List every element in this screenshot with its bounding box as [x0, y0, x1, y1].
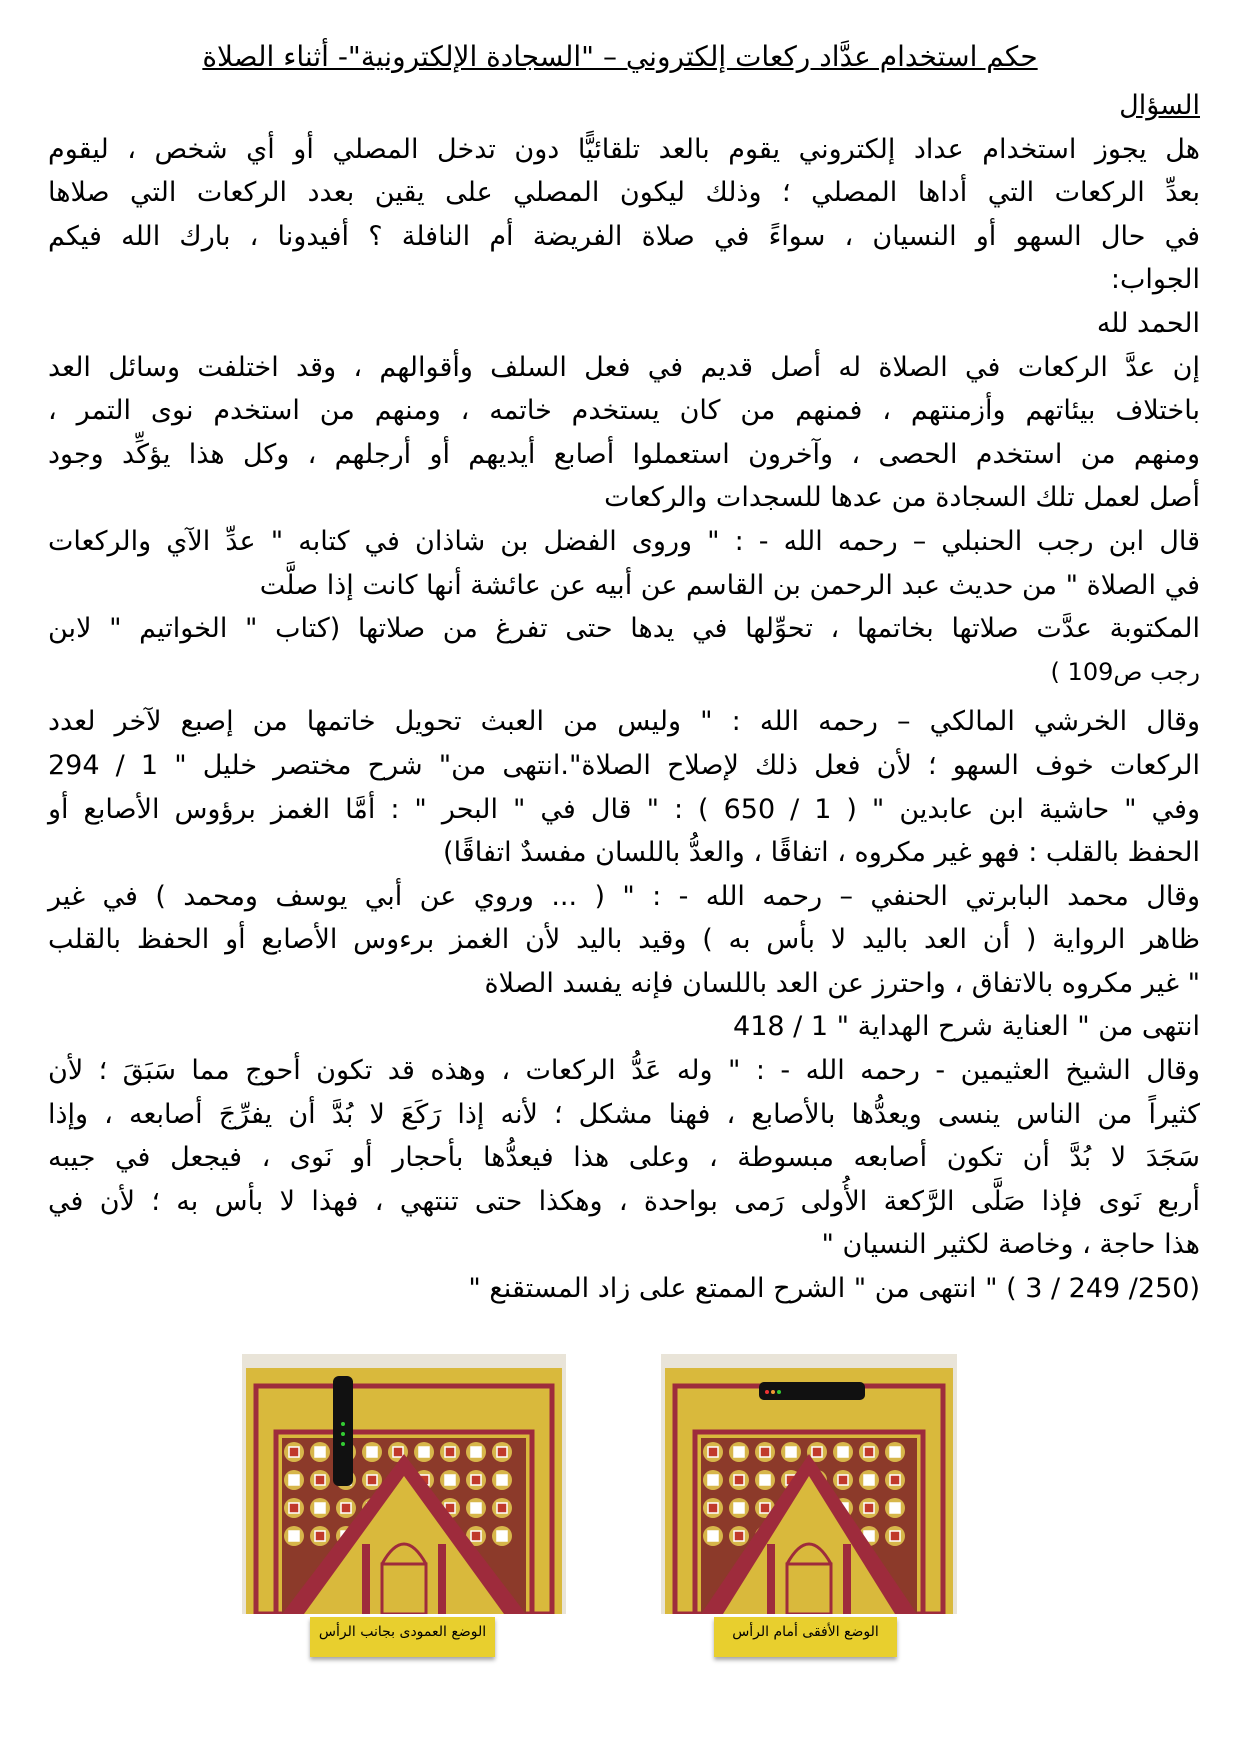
- text-line: (250/ 249 / 3 ) " انتهى من " الشرح الممتع على زاد المستقنع ": [468, 1273, 1200, 1305]
- pattern-square: [890, 1447, 900, 1457]
- text-line: انتهى من " العناية شرح الهداية " 1 / 418: [733, 1011, 1200, 1043]
- text-line: في حال السهو أو النسيان ، سواءً في صلاة الفريضة أم النافلة ؟ أفيدونا ، بارك الله فيكم: [48, 220, 1200, 252]
- photo-caption-horizontal: الوضع الأفقى أمام الرأس: [714, 1617, 897, 1657]
- pattern-square: [890, 1531, 900, 1541]
- minaret: [843, 1544, 851, 1614]
- rug-photo-horizontal: [661, 1354, 957, 1618]
- text-line: الحمد لله: [1096, 307, 1200, 339]
- rug-photo-vertical: [242, 1354, 566, 1618]
- pattern-square: [471, 1503, 481, 1513]
- pattern-square: [786, 1447, 796, 1457]
- pattern-square: [315, 1475, 325, 1485]
- pattern-square: [864, 1447, 874, 1457]
- photo-caption-vertical: الوضع العمودى بجانب الرأس: [310, 1617, 495, 1657]
- pattern-square: [890, 1475, 900, 1485]
- pattern-square: [497, 1503, 507, 1513]
- pattern-square: [289, 1447, 299, 1457]
- text-line: كثيراً من الناس ينسى ويعدُّها بالأصابع ، فهنا مشكل ؛ لأنه إذا رَكَعَ لا بُدَّ أن يفرِّجَ أصابعه ، وإذا: [48, 1098, 1200, 1130]
- led: [341, 1422, 345, 1426]
- pattern-square: [760, 1503, 770, 1513]
- pattern-square: [315, 1447, 325, 1457]
- pattern-square: [890, 1503, 900, 1513]
- pattern-square: [445, 1475, 455, 1485]
- pattern-square: [471, 1475, 481, 1485]
- text-line: وفي " حاشية ابن عابدين " ( 1 / 650 ) : " قال في " البحر " : أمَّا الغمز برؤوس الأصابع أو: [48, 793, 1200, 825]
- text-line: هل يجوز استخدام عداد إلكتروني يقوم بالعد تلقائيًّا دون تدخل المصلي أو أي شخص ، ليقوم: [48, 133, 1200, 165]
- text-line: إن عدَّ الركعات في الصلاة له أصل قديم في فعل السلف وأقوالهم ، وقد اختلفت وسائل العد: [48, 351, 1200, 383]
- pattern-square: [708, 1531, 718, 1541]
- pattern-square: [341, 1503, 351, 1513]
- pattern-square: [289, 1475, 299, 1485]
- led: [777, 1390, 781, 1394]
- pattern-square: [708, 1475, 718, 1485]
- pattern-square: [734, 1503, 744, 1513]
- text-line: وقال الشيخ العثيمين - رحمه الله - : " وله عَدُّ الركعات ، وهذه قد تكون أحوج مما سَبَقَ ؛ لأن: [48, 1055, 1200, 1087]
- text-line: رجب ص109 ): [1050, 657, 1200, 686]
- text-line: سَجَدَ لا بُدَّ أن تكون أصابعه مبسوطة ، وعلى هذا فيعدُّها بأحجار أو نَوى ، فيجعل في جيبه: [48, 1142, 1200, 1174]
- minaret: [362, 1544, 370, 1614]
- pattern-square: [497, 1475, 507, 1485]
- text-line: وقال الخرشي المالكي – رحمه الله : " وليس من العبث تحويل خاتمها من إصبع لآخر لعدد: [48, 706, 1200, 738]
- text-line: الحفظ بالقلب : فهو غير مكروه ، اتفاقًا ، والعدُّ باللسان مفسدٌ اتفاقًا): [443, 837, 1200, 869]
- text-line: باختلاف بيئاتهم وأزمنتهم ، فمنهم من كان يستخدم خاتمه ، ومنهم من استخدم نوى التمر ،: [48, 395, 1200, 427]
- pattern-square: [289, 1531, 299, 1541]
- pattern-square: [445, 1447, 455, 1457]
- pattern-square: [760, 1475, 770, 1485]
- pattern-square: [497, 1447, 507, 1457]
- pattern-square: [708, 1503, 718, 1513]
- prayer-rug-image: [242, 1354, 566, 1614]
- text-line: ظاهر الرواية ( أن العد باليد لا بأس به ) وقيد باليد لأن الغمز برءوس الأصابع أو الحفظ بالقلب: [48, 924, 1200, 956]
- pattern-square: [734, 1475, 744, 1485]
- text-line: الجواب:: [1110, 264, 1200, 296]
- minaret: [438, 1544, 446, 1614]
- pattern-square: [315, 1503, 325, 1513]
- pattern-square: [812, 1447, 822, 1457]
- pattern-square: [760, 1447, 770, 1457]
- led: [341, 1432, 345, 1436]
- text-line: في الصلاة " من حديث عبد الرحمن بن القاسم عن أبيه عن عائشة أنها كانت إذا صلَّت: [259, 569, 1200, 601]
- pattern-square: [864, 1503, 874, 1513]
- text-line: قال ابن رجب الحنبلي – رحمه الله - : " وروى الفضل بن شاذان في كتابه " عدِّ الآي والركعات: [48, 525, 1200, 557]
- pattern-square: [393, 1447, 403, 1457]
- text-line: الركعات خوف السهو ؛ لأن فعل ذلك لإصلاح الصلاة".انتهى من" شرح مختصر خليل " 1 / 294: [48, 749, 1200, 781]
- text-line: وقال محمد البابرتي الحنفي – رحمه الله - : " ( ... وروي عن أبي يوسف ومحمد ) في غير: [48, 880, 1200, 912]
- text-line: أصل لعمل تلك السجادة من عدها للسجدات والركعات: [604, 482, 1200, 514]
- counter-device: [333, 1376, 353, 1486]
- minaret: [767, 1544, 775, 1614]
- text-line: أربع نَوى فإذا صَلَّى الرَّكعة الأُولى رَمى بواحدة ، وهكذا حتى تنتهي ، فهذا لا بأس به ؛ لأن في: [48, 1185, 1200, 1217]
- pattern-square: [734, 1447, 744, 1457]
- pattern-square: [367, 1475, 377, 1485]
- led: [765, 1390, 769, 1394]
- pattern-square: [419, 1447, 429, 1457]
- section-heading: السؤال: [1119, 90, 1200, 121]
- pattern-square: [497, 1531, 507, 1541]
- led: [341, 1442, 345, 1446]
- led: [771, 1390, 775, 1394]
- text-line: ومنهم من استخدم الحصى ، وآخرون استعملوا أصابع أيديهم أو أرجلهم ، وكل هذا يؤكِّد وجود: [48, 438, 1200, 470]
- pattern-square: [367, 1447, 377, 1457]
- text-line: بعدِّ الركعات التي أداها المصلي ؛ وذلك ليكون المصلي على يقين بعدد الركعات التي صلاها: [48, 177, 1200, 209]
- counter-device: [759, 1382, 865, 1400]
- pattern-square: [315, 1531, 325, 1541]
- pattern-square: [838, 1475, 848, 1485]
- pattern-square: [289, 1503, 299, 1513]
- text-line: " غير مكروه بالاتفاق ، واحترز عن العد باللسان فإنه يفسد الصلاة: [484, 967, 1200, 999]
- prayer-rug-image: [661, 1354, 957, 1614]
- pattern-square: [838, 1447, 848, 1457]
- pattern-square: [734, 1531, 744, 1541]
- document-body: [48, 84, 1200, 1311]
- text-line: هذا حاجة ، وخاصة لكثير النسيان ": [821, 1229, 1200, 1261]
- pattern-square: [471, 1531, 481, 1541]
- pattern-square: [471, 1447, 481, 1457]
- pattern-square: [864, 1475, 874, 1485]
- pattern-square: [708, 1447, 718, 1457]
- document-title: حكم استخدام عدَّاد ركعات إلكتروني – "السجادة الإلكترونية"- أثناء الصلاة: [202, 40, 1038, 73]
- text-line: المكتوبة عدَّت صلاتها بخاتمها ، تحوِّلها في يدها حتى تفرغ من صلاتها (كتاب " الخواتيم " لابن: [48, 613, 1200, 645]
